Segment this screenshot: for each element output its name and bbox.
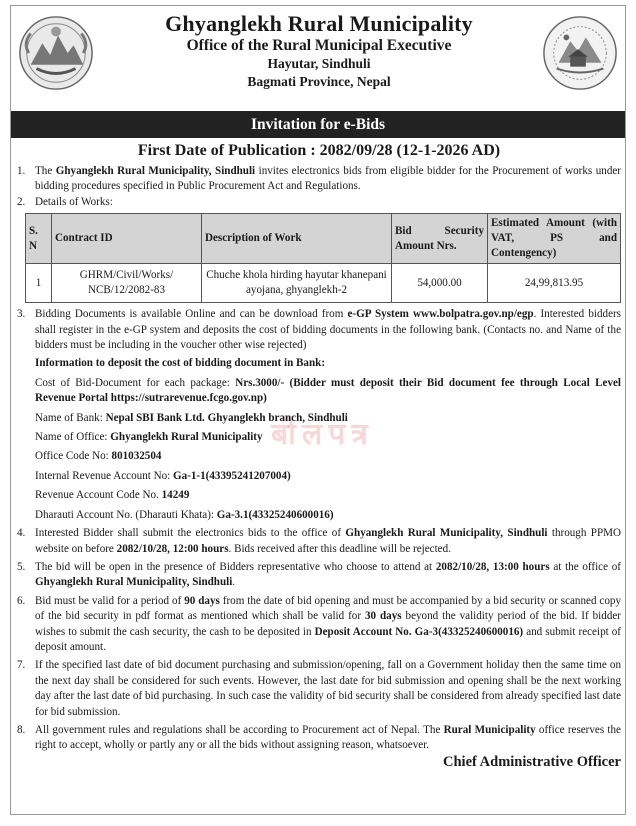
internal-revenue-account: Internal Revenue Account No: Ga-1-1(43395241207004)	[35, 469, 291, 482]
item-8: 8. All government rules and regulations shall be according to Procurement act of Nepal. The Rural Municipality office reserves the right to accept, wholly or partly any or all the bids without assigning reason, whatsoever.	[17, 723, 621, 752]
office-address: Hayutar, Sindhuli	[267, 56, 371, 71]
works-table	[25, 213, 621, 303]
province-line: Bagmati Province, Nepal	[247, 74, 391, 89]
cell-contract-id: GHRM/Civil/Works/ NCB/12/2082-83	[52, 264, 202, 303]
header-description: Description of Work	[202, 214, 392, 264]
notice-title-bar: Invitation for e-Bids	[11, 111, 625, 138]
item-6: 6. Bid must be valid for a period of 90 days from the date of bid opening and must be accompanied by a bid security or scanned copy of the bid security in pdf format as mentioned which shall be valid for 30 days beyond the validity period of the bid. If bidder wishes to submit the cash security, the cash to be deposited in Deposit Account No. Ga-3(43325240600016) and submit receipt of deposit amount.	[17, 594, 621, 653]
bid-document-cost: Cost of Bid-Document for each package: Nrs.3000/- (Bidder must deposit their Bid document fee through Local Level Revenue Portal https://sutrarevenue.fcgo.gov.np)	[35, 376, 621, 405]
item-7: 7. If the specified last date of bid document purchasing and submission/opening, fall on a Government holiday then the same time on the next day shall be considered for such events. However, the last date for bid submission and opening shall be the next working day after the last date of bid purchasing. In such case the validity of bid security shall be considered from already specified last date for bid submission.	[17, 659, 621, 718]
item-5: 5. The bid will be open in the presence of Bidders representative who choose to attend at 2082/10/28, 13:00 hours at the office of Ghyanglekh Rural Municipality, Sindhuli.	[17, 560, 621, 589]
office-name: Office of the Rural Municipal Executive	[186, 37, 452, 54]
header-sn: S. N	[26, 214, 52, 264]
cell-description: Chuche khola hirding hayutar khanepani ayojana, ghyanglekh-2	[202, 264, 392, 303]
header-estimated-amount: Estimated Amount (with VAT, PS and Contengency)	[488, 214, 621, 264]
table-row	[26, 264, 621, 303]
table-header-row	[26, 214, 621, 264]
item-1: 1. The Ghyanglekh Rural Municipality, Sindhuli invites electronics bids from eligible bidder for the Procurement of works under bidding procedures specified in Public Procurement Act and Regulations.	[17, 165, 621, 193]
notice-page	[10, 5, 626, 815]
item-4: 4. Interested Bidder shall submit the electronics bids to the office of Ghyanglekh Rural Municipality, Sindhuli through PPMO website on before 2082/10/28, 12:00 hours. Bids received after this deadline will be rejected.	[17, 527, 621, 555]
publication-date: First Date of Publication : 2082/09/28 (12-1-2026 AD)	[137, 142, 501, 159]
bank-name: Name of Bank: Nepal SBI Bank Ltd. Ghyanglekh branch, Sindhuli	[35, 411, 348, 424]
item-2: 2. Details of Works:	[17, 195, 113, 208]
cell-sn: 1	[26, 264, 52, 303]
letterhead	[11, 12, 627, 91]
header-contract-id: Contract ID	[52, 214, 202, 264]
cell-bid-security: 54,000.00	[392, 264, 488, 303]
dharauti-account: Dharauti Account No. (Dharauti Khata): Ga-3.1(43325240600016)	[35, 508, 334, 521]
watermark: बोलपत्र	[271, 418, 374, 451]
revenue-account-code: Revenue Account Code No. 14249	[35, 489, 190, 502]
item-3: 3. Bidding Documents is available Online and can be download from e-GP System www.bolpatra.gov.np/egp. Interested bidders shall register in the e-GP system and deposits the cost of bidding documents in the following bank. (Contacts no. and Name of the bidders must be including in the voucher other wise rejected)	[17, 308, 622, 352]
header-bid-security: Bid Security Amount Nrs.	[392, 214, 488, 264]
bank-info-heading: Information to deposit the cost of bidding document in Bank:	[35, 357, 326, 370]
municipality-name: Ghyanglekh Rural Municipality	[165, 11, 473, 36]
signature-title: Chief Administrative Officer	[443, 753, 621, 770]
cell-estimated-amount: 24,99,813.95	[488, 264, 621, 303]
office-code: Office Code No: 801032504	[35, 450, 162, 463]
notice-body	[17, 164, 621, 770]
bank-info	[17, 356, 621, 523]
office-name-line: Name of Office: Ghyanglekh Rural Municipality	[35, 431, 263, 444]
